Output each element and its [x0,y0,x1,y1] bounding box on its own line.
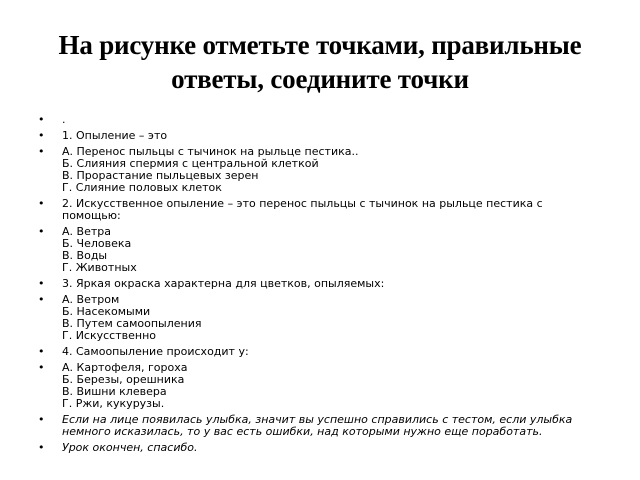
answers-2 [38,226,613,274]
answer-option: Б. Березы, орешника [62,373,185,386]
slide-title [20,28,620,96]
lesson-end-text: • Урок окончен, спасибо. [62,441,198,454]
answer-option: • А. Ветра [62,225,111,238]
closing-text: • Если на лице появилась улыбка, значит вы успешно справились с тестом, если улыбка [62,413,573,426]
answer-option: В. Вишни клевера [62,385,167,398]
question-2 [38,198,613,222]
answer-option: Г. Ржи, кукурузы. [62,397,165,410]
question-1 [38,130,613,142]
answer-option: Б. Слияния спермия с центральной клеткой [62,157,319,170]
answers-4 [38,362,613,410]
question-3 [38,278,613,290]
answer-option: В. Воды [62,249,108,262]
answer-option: В. Путем самоопыления [62,317,202,330]
answer-option: Б. Насекомыми [62,305,151,318]
answer-option: • А. Перенос пыльцы с тычинок на рыльце пестика.. [62,145,359,158]
answer-option: Б. Человека [62,237,132,250]
question-text: • 1. Опыление – это [62,129,168,142]
question-text: • 4. Самоопыление происходит у: [62,345,249,358]
bullet-text: • . [62,113,66,126]
answer-option: Г. Слияние половых клеток [62,181,222,194]
answer-option: • А. Ветром [62,293,120,306]
bullet-list [38,114,613,458]
title-line-1: На рисунке отметьте точками, правильные [58,30,582,60]
question-text: • 3. Яркая окраска характерна для цветков, опыляемых: [62,277,385,290]
closing-text: немного исказилась, то у вас есть ошибки, над которыми нужно еще поработать. [62,425,543,438]
closing-note [38,414,613,438]
answer-option: Г. Искусственно [62,329,156,342]
title-line-2: ответы, соедините точки [171,64,469,94]
answer-option: Г. Животных [62,261,137,274]
answers-3 [38,294,613,342]
question-4 [38,346,613,358]
lesson-end [38,442,613,454]
question-text: • 2. Искусственное опыление – это перенос пыльцы с тычинок на рыльце пестика с [62,197,543,210]
bullet-item-dot [38,114,613,126]
answer-option: • А. Картофеля, гороха [62,361,188,374]
answers-1 [38,146,613,194]
question-text: помощью: [62,209,121,222]
answer-option: В. Прорастание пыльцевых зерен [62,169,259,182]
